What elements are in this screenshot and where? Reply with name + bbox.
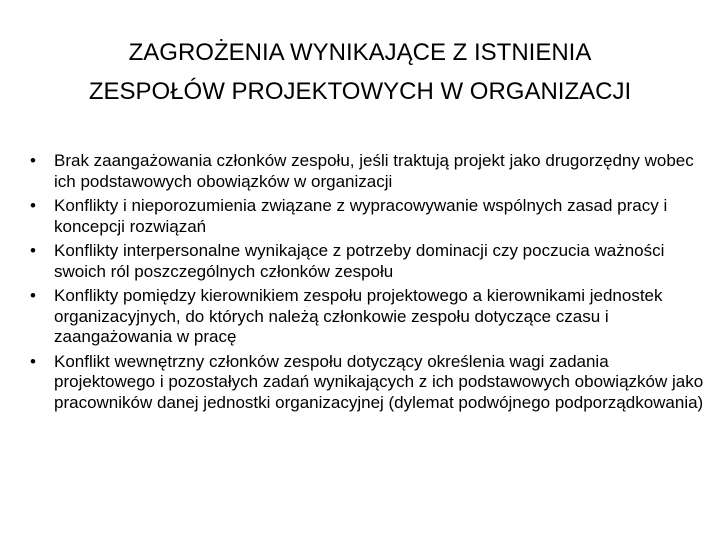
bullet-text: Brak zaangażowania członków zespołu, jeśli traktują projekt jako drugorzędny wobec ich podstawowych obowiązków w organizacji <box>54 151 694 191</box>
bullet-text: Konflikty pomiędzy kierownikiem zespołu projektowego a kierownikami jednostek organizacyjnych, do których należą członkowie zespołu dotyczące czasu i zaangażowania w pracę <box>54 286 663 346</box>
bullet-list <box>30 151 705 417</box>
bullet-icon: • <box>30 241 36 260</box>
slide-title-line-2: ZESPOŁÓW PROJEKTOWYCH W ORGANIZACJI <box>88 78 632 105</box>
slide-title <box>40 33 680 111</box>
bullet-item <box>30 352 705 414</box>
bullet-item <box>30 151 705 192</box>
bullet-item <box>30 286 705 348</box>
bullet-text: Konflikt wewnętrzny członków zespołu dotyczący określenia wagi zadania projektowego i pozostałych zadań wynikających z ich podstawowych obowiązków jako pracowników danej jednostki organizacyjnej (dylemat podwójnego podporządkowania) <box>54 351 704 412</box>
bullet-item <box>30 241 705 282</box>
bullet-item <box>30 196 705 237</box>
bullet-text: Konflikty i nieporozumienia związane z wypracowywanie wspólnych zasad pracy i koncepcji rozwiązań <box>54 196 668 236</box>
slide-title-line-1: ZAGROŻENIA WYNIKAJĄCE Z ISTNIENIA <box>128 39 592 66</box>
bullet-icon: • <box>30 286 36 305</box>
bullet-icon: • <box>30 196 36 215</box>
bullet-icon: • <box>30 351 36 371</box>
bullet-text: Konflikty interpersonalne wynikające z potrzeby dominacji czy poczucia ważności swoich ról poszczególnych członków zespołu <box>54 241 665 281</box>
bullet-icon: • <box>30 151 36 170</box>
